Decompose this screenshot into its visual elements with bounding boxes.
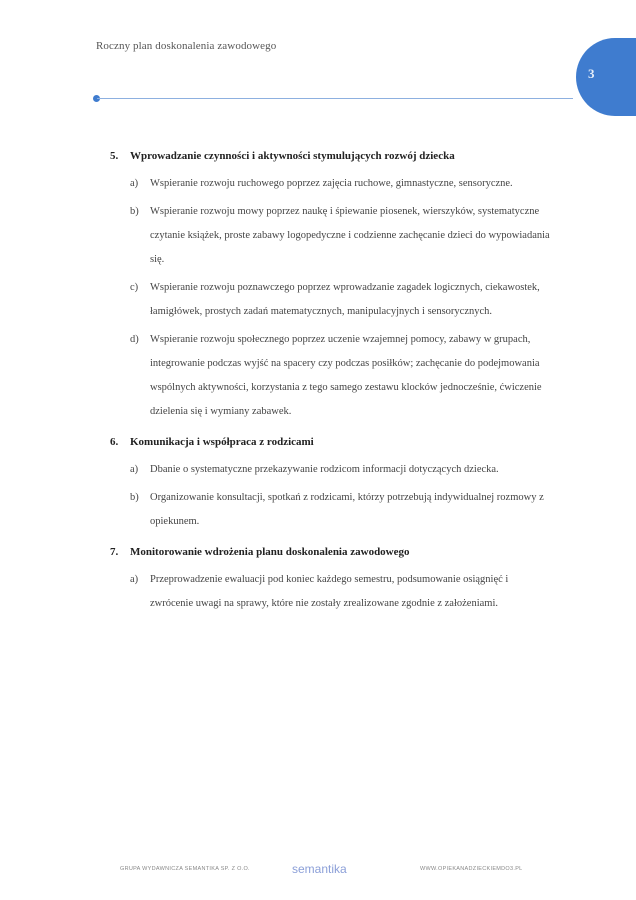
section-7 (110, 546, 550, 616)
list-item (130, 458, 550, 482)
section-title: Monitorowanie wdrożenia planu doskonalenia zawodowego (130, 546, 410, 558)
list-item (130, 276, 550, 324)
list-item (130, 172, 550, 196)
section-title: Komunikacja i współpraca z rodzicami (130, 436, 314, 448)
list-item-text: Wspieranie rozwoju poznawczego poprzez wprowadzanie zagadek logicznych, ciekawostek, łamigłówek, prostych zadań matematycznych, manipulacyjnych i sensorycznych. (150, 282, 540, 317)
page-number-tab (576, 38, 636, 116)
footer-publisher: GRUPA WYDAWNICZA SEMANTIKA SP. Z O.O. (120, 866, 250, 872)
list-item (130, 200, 550, 272)
list-item-letter: d) (130, 334, 139, 345)
page-footer (0, 862, 636, 878)
footer-logo: semantika (292, 862, 347, 876)
list-item-text: Dbanie o systematyczne przekazywanie rodzicom informacji dotyczących dziecka. (150, 464, 499, 475)
list-item-text: Wspieranie rozwoju społecznego poprzez uczenie wzajemnej pomocy, zabawy w grupach, integrowanie podczas wyjść na spacery czy podczas posiłków; zachęcanie do podejmowania wspólnych aktywności, korzystania z tego samego zestawu klocków jednocześnie, ćwiczenie dzielenia się i wymiany zabawek. (150, 334, 542, 417)
list-item-text: Organizowanie konsultacji, spotkań z rodzicami, którzy potrzebują indywidualnej rozmowy z opiekunem. (150, 492, 544, 527)
header-title: Roczny plan doskonalenia zawodowego (96, 40, 277, 52)
list-item-letter: a) (130, 464, 139, 475)
list-item-letter: c) (130, 282, 139, 293)
section-heading (110, 436, 550, 448)
header-rule (97, 98, 573, 99)
footer-website: WWW.OPIEKANADZIECKIEMDO3.PL (420, 866, 523, 872)
list-item-letter: a) (130, 574, 139, 585)
section-number: 7. (110, 546, 119, 558)
document-content (110, 150, 550, 628)
list-item (130, 568, 550, 616)
list-item-text: Przeprowadzenie ewaluacji pod koniec każdego semestru, podsumowanie osiągnięć i zwrócenie uwagi na sprawy, które nie zostały zrealizowane zgodnie z założeniami. (150, 574, 509, 609)
section-title: Wprowadzanie czynności i aktywności stymulujących rozwój dziecka (130, 150, 455, 162)
list-item-letter: b) (130, 492, 139, 503)
section-number: 6. (110, 436, 119, 448)
list-item (130, 486, 550, 534)
list-item-letter: b) (130, 206, 139, 217)
section-heading (110, 150, 550, 162)
list-item-letter: a) (130, 178, 139, 189)
page-number: 3 (588, 66, 595, 81)
list-item-text: Wspieranie rozwoju ruchowego poprzez zajęcia ruchowe, gimnastyczne, sensoryczne. (150, 178, 513, 189)
list-item-text: Wspieranie rozwoju mowy poprzez naukę i śpiewanie piosenek, wierszyków, systematyczne czytanie książek, proste zabawy logopedyczne i codzienne zachęcanie dzieci do wypowiadania się. (150, 206, 550, 265)
section-6 (110, 436, 550, 534)
section-heading (110, 546, 550, 558)
section-5 (110, 150, 550, 424)
section-number: 5. (110, 150, 119, 162)
list-item (130, 328, 550, 424)
